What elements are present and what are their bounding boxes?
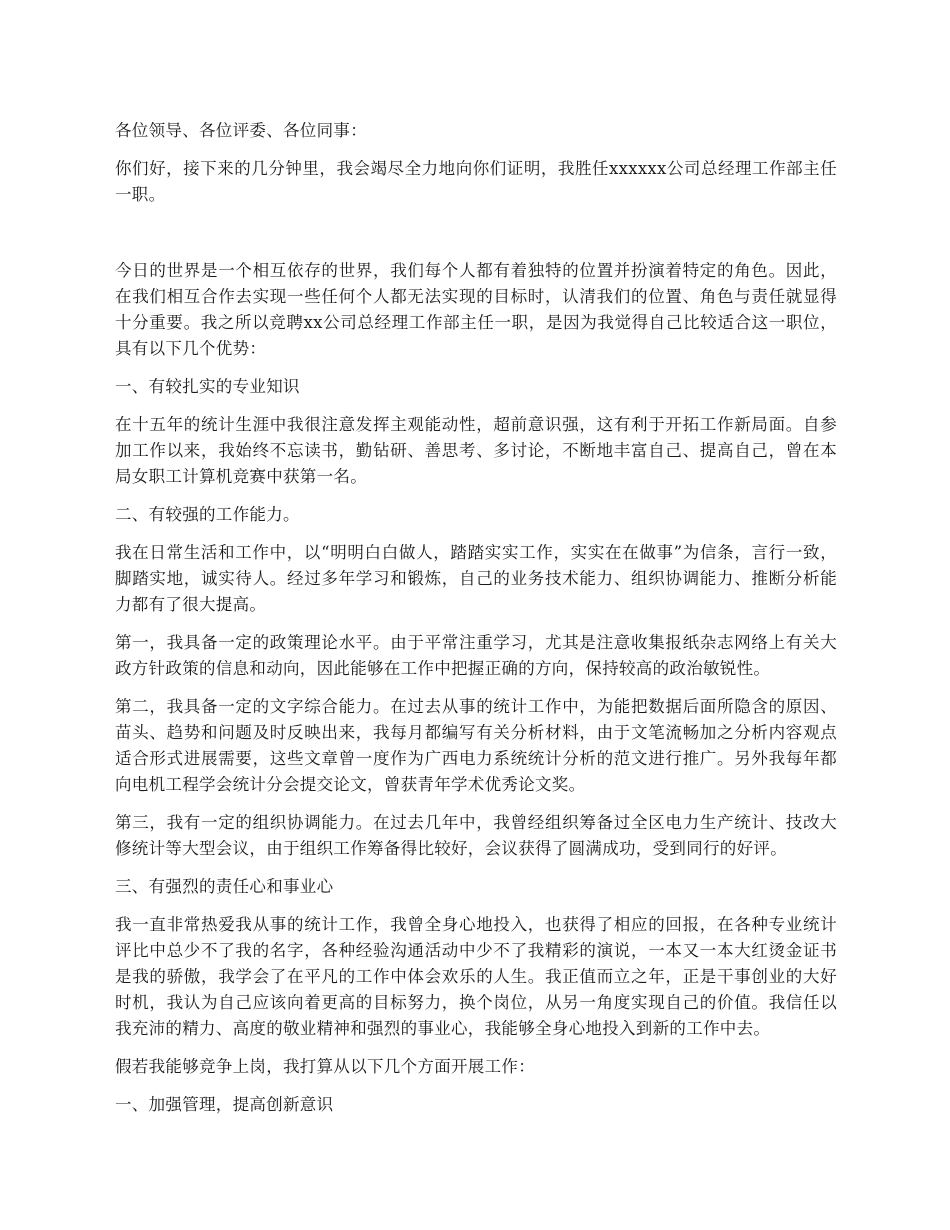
opening-paragraph: 你们好，接下来的几分钟里，我会竭尽全力地向你们证明，我胜任xxxxxx公司总经理工作部主任一职。 [115,159,837,204]
body-paragraph: 我在日常生活和工作中，以“明明白白做人，踏踏实实工作，实实在在做事”为信条，言行一致，脚踏实地，诚实待人。经过多年学习和锻炼，自己的业务技术能力、组织协调能力、推断分析能力都有了很大提高。 [115,543,837,614]
body-paragraph: 假若我能够竞争上岗，我打算从以下几个方面开展工作： [115,1057,535,1076]
body-paragraph: 第三，我有一定的组织协调能力。在过去几年中，我曾经组织筹备过全区电力生产统计、技改大修统计等大型会议，由于组织工作筹备得比较好，会议获得了圆满成功，受到同行的好评。 [115,813,837,858]
body-paragraph: 第二，我具备一定的文字综合能力。在过去从事的统计工作中，为能把数据后面所隐含的原因、苗头、趋势和问题及时反映出来，我每月都编写有关分析材料，由于文笔流畅加之分析内容观点适合形式进展需要，这些文章曾一度作为广西电力系统统计分析的范文进行推广。另外我每年都向电机工程学会统计分会提交论文，曾获青年学术优秀论文奖。 [115,697,837,794]
body-paragraph: 在十五年的统计生涯中我很注意发挥主观能动性，超前意识强，这有利于开拓工作新局面。自参加工作以来，我始终不忘读书，勤钻研、善思考、多讨论，不断地丰富自己、提高自己，曾在本局女职工计算机竞赛中获第一名。 [115,415,837,486]
section-heading-1: 一、有较扎实的专业知识 [115,377,300,396]
section-heading-2: 二、有较强的工作能力。 [115,505,300,524]
subsection-heading: 一、加强管理，提高创新意识 [115,1095,334,1114]
section-heading-3: 三、有强烈的责任心和事业心 [115,877,334,896]
intro-paragraph: 今日的世界是一个相互依存的世界，我们每个人都有着独特的位置并扮演着特定的角色。因此，在我们相互合作去实现一些任何个人都无法实现的目标时，认清我们的位置、角色与责任就显得十分重要。我之所以竞聘xx公司总经理工作部主任一职，是因为我觉得自己比较适合这一职位，具有以下几个优势： [115,261,837,358]
body-paragraph: 第一，我具备一定的政策理论水平。由于平常注重学习，尤其是注意收集报纸杂志网络上有关大政方针政策的信息和动向，因此能够在工作中把握正确的方向，保持较高的政治敏锐性。 [115,633,837,678]
document-page [115,118,837,1118]
body-paragraph: 我一直非常热爱我从事的统计工作，我曾全身心地投入，也获得了相应的回报，在各种专业统计评比中总少不了我的名字，各种经验沟通活动中少不了我精彩的演说，一本又一本大红烫金证书是我的骄傲，我学会了在平凡的工作中体会欢乐的人生。我正值而立之年，正是干事创业的大好时机，我认为自己应该向着更高的目标努力，换个岗位，从另一角度实现自己的价值。我信任以我充沛的精力、高度的敬业精神和强烈的事业心，我能够全身心地投入到新的工作中去。 [115,915,837,1038]
salutation: 各位领导、各位评委、各位同事： [115,121,367,140]
